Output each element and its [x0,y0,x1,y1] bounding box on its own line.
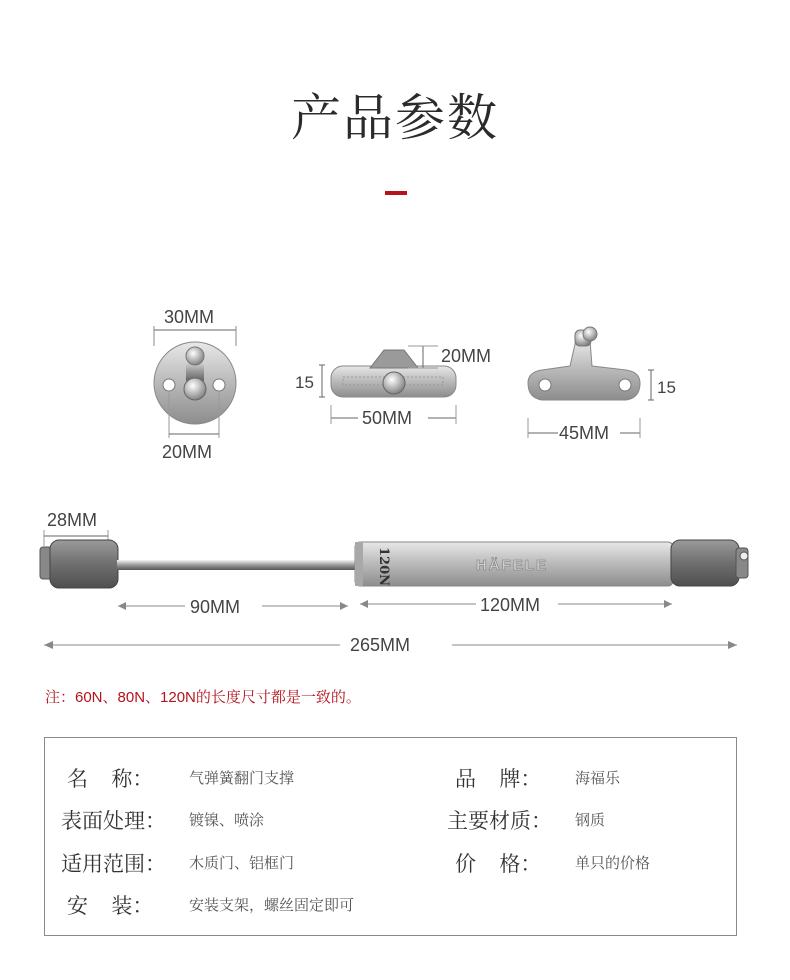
spec-material-label: 主要材质： [447,810,552,833]
total-length-label: 265MM [350,635,411,655]
round-mount-width-label: 30MM [164,307,215,327]
cylinder-length-label: 120MM [480,595,541,615]
spec-install-value: 安装支架，螺丝固定即可 [189,897,355,914]
spec-price-label: 价 格： [455,853,542,876]
spec-brand-value: 海福乐 [575,770,621,787]
spec-surface-label: 表面处理： [61,810,166,833]
end-cap-width-label: 28MM [47,510,98,530]
spec-price-value: 单只的价格 [575,855,651,872]
spec-name-label: 名 称： [67,768,154,791]
page-title: 产品参数 [291,89,499,147]
spec-name-value: 气弹簧翻门支撑 [189,770,295,787]
force-engraving: 120N [376,547,391,587]
bracket-mount-width-label: 45MM [559,423,610,443]
gas-spring-figure [40,530,748,649]
size-note: 注：60N、80N、120N的长度尺寸都是一致的。 [45,689,361,706]
spec-surface-value: 镀镍、喷涂 [189,812,265,829]
rod-length-label: 90MM [190,597,241,617]
spec-usage-value: 木质门、铝框门 [189,855,295,872]
bracket-mount-height-label: 15 [657,378,676,397]
spec-install-label: 安 装： [67,895,154,918]
spec-table [44,737,737,936]
spec-usage-label: 适用范围： [61,853,166,876]
round-mount-hole-spacing-label: 20MM [162,442,213,462]
plate-mount-height-label: 15 [295,373,314,392]
plate-mount-width-label: 50MM [362,408,413,428]
plate-mount-pin-label: 20MM [441,346,492,366]
round-mount-figure [154,326,236,438]
bracket-mount-figure [528,327,654,438]
brand-engraving: HÄFELE [476,557,548,574]
spec-material-value: 钢质 [575,812,606,829]
spec-brand-label: 品 牌： [455,768,542,791]
